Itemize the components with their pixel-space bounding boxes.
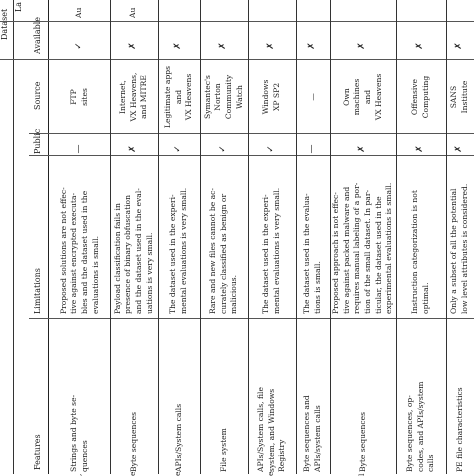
- features-cell-line: Byte sequences: [129, 326, 140, 472]
- available-mark: ✓: [74, 38, 84, 54]
- features-cell-line: File system: [219, 326, 230, 472]
- features-cell-line: Byte sequences and: [302, 326, 313, 472]
- source-cell-line: VX Heavens,: [129, 62, 140, 132]
- limitations-cell-line: curately classified as benign or: [219, 160, 230, 314]
- la-header: La: [14, 2, 23, 12]
- public-mark: ✗: [357, 141, 367, 157]
- features-cell: [129, 326, 140, 472]
- limitations-cell-line: tion of the small dataset. In par-: [363, 160, 374, 314]
- available-header: Available: [33, 17, 42, 54]
- source-cell-line: —: [308, 62, 319, 132]
- source-cell-line: VX Heavens: [374, 62, 385, 132]
- public-mark: ✓: [218, 141, 228, 157]
- column-divider-limitations: [29, 318, 474, 319]
- features-cell: [69, 326, 90, 472]
- source-cell-line: Legitimate apps: [163, 62, 174, 132]
- features-cell: [405, 326, 437, 472]
- header-rule-bottom: [48, 0, 49, 474]
- source-cell-line: and: [363, 62, 374, 132]
- available-mark: ✗: [266, 38, 276, 54]
- column-divider-public: [29, 155, 474, 156]
- limitations-cell: [59, 160, 101, 314]
- source-cell-line: Norton: [213, 62, 224, 132]
- dataset-group-header: Dataset: [0, 9, 9, 40]
- features-cell-line: quences: [80, 326, 91, 472]
- features-cell-line: Byte sequences: [358, 326, 369, 472]
- row-separator: [248, 0, 249, 474]
- source-cell-line: XP SP2: [272, 62, 283, 132]
- source-cell: [118, 62, 150, 132]
- limitations-cell: [261, 160, 282, 314]
- available-mark: ✗: [218, 38, 228, 54]
- limitations-cell: [113, 160, 155, 314]
- last-column-clipped: Au: [74, 8, 85, 18]
- limitations-cell-line: low level attributes is considered.: [460, 160, 471, 314]
- source-cell-line: Internet,: [118, 62, 129, 132]
- limitations-cell: [449, 160, 470, 314]
- source-cell: [449, 62, 470, 132]
- limitations-header: Limitations: [33, 268, 42, 314]
- source-cell-line: Computing: [421, 62, 432, 132]
- limitations-cell-line: The dataset used in the evalua-: [302, 160, 313, 314]
- row-separator: [296, 0, 297, 474]
- row-prefix-clipped: e: [128, 472, 139, 476]
- row-prefix-clipped: e: [266, 472, 277, 476]
- public-mark: ✓: [266, 141, 276, 157]
- available-mark: ✗: [173, 38, 183, 54]
- limitations-cell-line: tive against packed malware and: [342, 160, 353, 314]
- available-mark: ✗: [415, 38, 425, 54]
- features-cell: [358, 326, 369, 472]
- public-mark: ✓: [173, 141, 183, 157]
- source-cell-line: Own: [342, 62, 353, 132]
- public-header: Public: [33, 129, 42, 154]
- features-cell-line: Byte sequences, op-: [405, 326, 416, 472]
- available-mark: ✗: [454, 38, 464, 54]
- source-cell: [308, 62, 319, 132]
- source-cell-line: and MITRE: [139, 62, 150, 132]
- public-mark: —: [307, 141, 317, 157]
- features-cell-line: calls: [426, 326, 437, 472]
- row-prefix-clipped: e: [173, 472, 184, 476]
- source-cell: [203, 62, 245, 132]
- source-header: Source: [33, 82, 42, 111]
- column-divider-source: [29, 133, 474, 134]
- features-cell-line: system, and Windows: [267, 326, 278, 472]
- source-cell-line: Windows: [261, 62, 272, 132]
- limitations-cell-line: The dataset used in the experi-: [261, 160, 272, 314]
- row-prefix-clipped: l: [357, 474, 368, 476]
- row-separator: [158, 0, 159, 474]
- source-cell-line: Institute: [460, 62, 471, 132]
- features-cell: [302, 326, 323, 472]
- last-column-clipped: Au: [128, 8, 139, 18]
- features-header: Features: [33, 434, 42, 470]
- source-cell: [163, 62, 195, 132]
- limitations-cell-line: mental evaluations is very small.: [272, 160, 283, 314]
- source-cell-line: Symantec's: [203, 62, 214, 132]
- row-separator: [396, 0, 397, 474]
- source-cell: [69, 62, 90, 132]
- source-cell: [342, 62, 384, 132]
- source-cell-line: machines: [352, 62, 363, 132]
- limitations-cell-line: Proposed solutions are not effec-: [59, 160, 70, 314]
- features-cell: [256, 326, 288, 472]
- features-cell-line: APIs/system calls: [313, 326, 324, 472]
- source-cell: [261, 62, 282, 132]
- limitations-cell-line: tive against encrypted executa-: [69, 160, 80, 314]
- available-mark: ✗: [128, 38, 138, 54]
- limitations-cell-line: ticular, the dataset used in the: [374, 160, 385, 314]
- row-separator: [200, 0, 201, 474]
- source-cell-line: VX Heavens: [184, 62, 195, 132]
- limitations-cell-line: Rare and new files cannot be ac-: [208, 160, 219, 314]
- column-divider-last: [0, 21, 474, 22]
- public-mark: ✗: [454, 141, 464, 157]
- features-cell-line: APIs/System calls: [174, 326, 185, 472]
- limitations-cell-line: experimental evaluations is small.: [384, 160, 395, 314]
- limitations-cell-line: evaluations is small.: [91, 160, 102, 314]
- public-mark: ✗: [128, 141, 138, 157]
- limitations-cell-line: Instruction categorization is not: [410, 160, 421, 314]
- public-mark: —: [74, 141, 84, 157]
- features-cell-line: Registry: [277, 326, 288, 472]
- limitations-cell-line: mental evaluations is very small.: [179, 160, 190, 314]
- source-cell-line: Watch: [235, 62, 246, 132]
- limitations-cell-line: presence of binary obfuscation: [123, 160, 134, 314]
- limitations-cell-line: and the dataset used in the eval-: [134, 160, 145, 314]
- features-cell-line: PE file characteristics: [455, 326, 466, 472]
- features-cell: [455, 326, 466, 472]
- limitations-cell-line: tions is small.: [313, 160, 324, 314]
- features-cell: [219, 326, 230, 472]
- source-cell: [410, 62, 431, 132]
- limitations-cell-line: uations is very small.: [145, 160, 156, 314]
- limitations-cell-line: malicious.: [229, 160, 240, 314]
- features-cell-line: Strings and byte se-: [69, 326, 80, 472]
- row-separator: [110, 0, 111, 474]
- limitations-cell-line: Only a subset of all the potential: [449, 160, 460, 314]
- limitations-cell-line: requires manual labeling of a por-: [352, 160, 363, 314]
- available-mark: ✗: [307, 38, 317, 54]
- source-cell-line: Offensive: [410, 62, 421, 132]
- limitations-cell-line: optimal.: [421, 160, 432, 314]
- available-mark: ✗: [357, 38, 367, 54]
- row-prefix-clipped: ,: [74, 474, 85, 476]
- source-cell-line: sites: [80, 62, 91, 132]
- header-rule-dataset: [13, 0, 14, 474]
- limitations-cell-line: Payload classification fails in: [113, 160, 124, 314]
- limitations-cell-line: Proposed approach is not effec-: [331, 160, 342, 314]
- source-cell-line: and: [174, 62, 185, 132]
- limitations-cell: [208, 160, 240, 314]
- limitations-cell: [302, 160, 323, 314]
- features-cell-line: codes, and APIs/system: [416, 326, 427, 472]
- limitations-cell: [331, 160, 395, 314]
- public-mark: ✗: [415, 141, 425, 157]
- limitations-cell-line: bles and the dataset used in the: [80, 160, 91, 314]
- row-separator: [446, 0, 447, 474]
- source-cell-line: SANS: [449, 62, 460, 132]
- source-cell-line: Community: [224, 62, 235, 132]
- features-cell-line: APIs/System calls, file: [256, 326, 267, 472]
- limitations-cell: [168, 160, 189, 314]
- source-cell-line: FTP: [69, 62, 80, 132]
- limitations-cell-line: The dataset used in the experi-: [168, 160, 179, 314]
- limitations-cell: [410, 160, 431, 314]
- features-cell: [174, 326, 185, 472]
- column-divider-dataset: [0, 59, 474, 60]
